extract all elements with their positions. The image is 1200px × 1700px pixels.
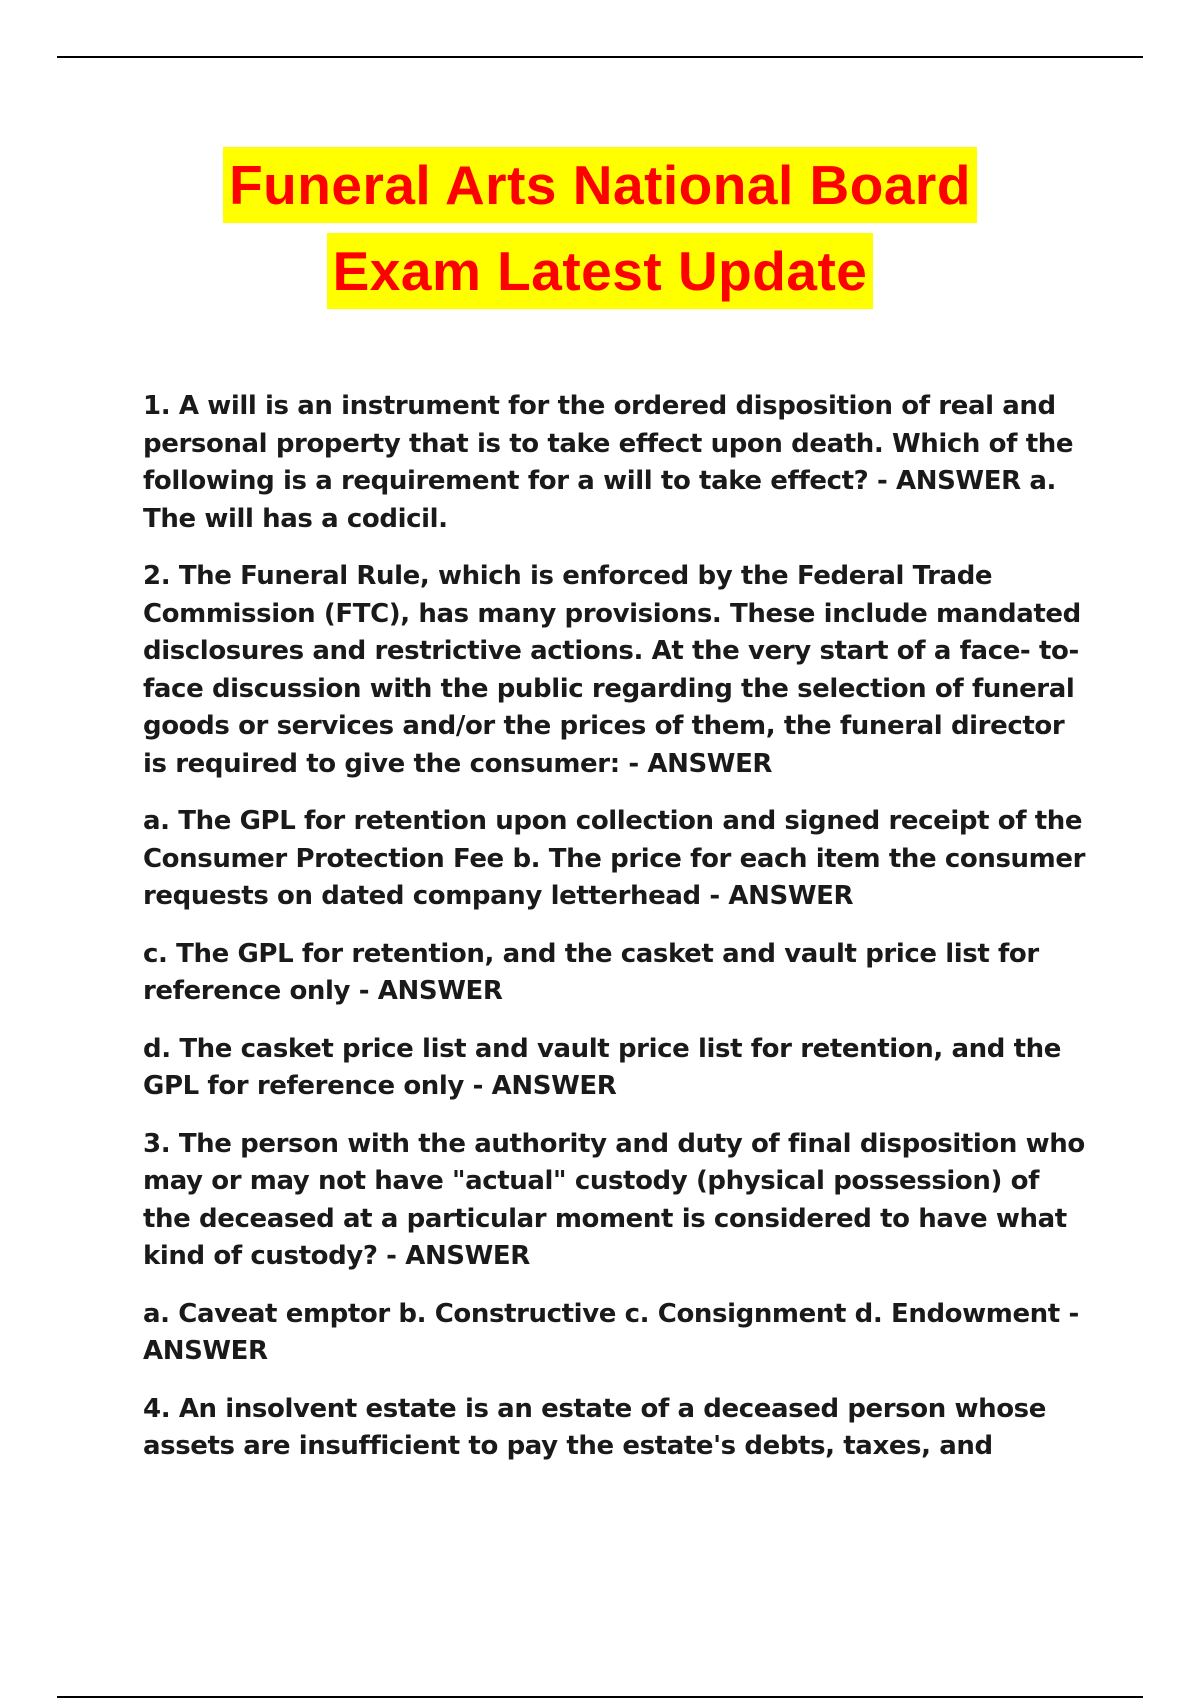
question-2: 2. The Funeral Rule, which is enforced by the Federal Trade Commission (FTC), has many provisions. These include mandated disclosures and restrictive actions. At the very start of a face- to-face discussion with the public regarding the selection of funeral goods or services and/or the prices of them, the funeral director is required to give the consumer: - ANSWER [143, 561, 1081, 779]
document-title [0, 142, 1200, 314]
question-1: 1. A will is an instrument for the ordered disposition of real and personal property that is to take effect upon death. Which of the following is a requirement for a will to take effect? - ANSWER a. The will has a codicil. [143, 391, 1074, 534]
footer-rule [57, 1696, 1143, 1698]
title-line-1: Funeral Arts National Board [223, 147, 977, 223]
question-4: 4. An insolvent estate is an estate of a deceased person whose assets are insufficient to pay the estate's debts, taxes, and [143, 1393, 1046, 1461]
title-line-2: Exam Latest Update [327, 233, 874, 309]
question-2-options-a-b: a. The GPL for retention upon collection and signed receipt of the Consumer Protection Fee b. The price for each item the consumer requests on dated company letterhead - ANSWER [143, 806, 1086, 911]
question-2-option-d: d. The casket price list and vault price list for retention, and the GPL for reference only - ANSWER [143, 1033, 1061, 1101]
question-3: 3. The person with the authority and duty of final disposition who may or may not have "actual" custody (physical possession) of the deceased at a particular moment is considered to have what kind of custody? - ANSWER [143, 1128, 1085, 1271]
header-rule [57, 56, 1143, 58]
question-2-option-c: c. The GPL for retention, and the casket and vault price list for reference only - ANSWER [143, 938, 1039, 1006]
question-3-options: a. Caveat emptor b. Constructive c. Consignment d. Endowment - ANSWER [143, 1298, 1079, 1366]
document-body [143, 388, 1093, 1486]
